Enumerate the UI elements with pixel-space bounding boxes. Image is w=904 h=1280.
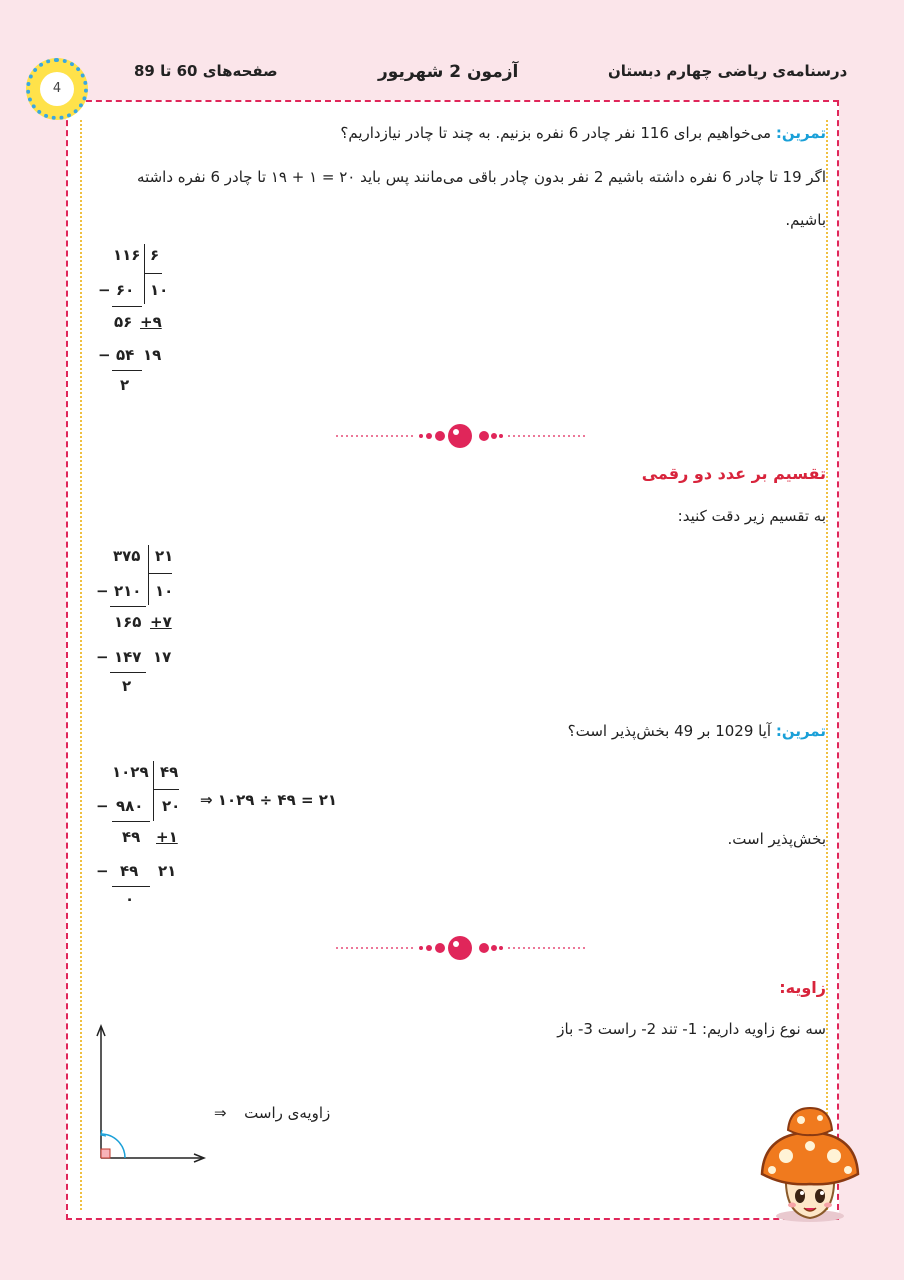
div1-qsum: ۱۹ xyxy=(143,346,162,364)
div1-q1: ۱۰ xyxy=(150,281,169,299)
div3-rem1: ۴۹ xyxy=(122,828,141,846)
div1-rem1: ۵۶ xyxy=(114,313,133,331)
div2-minus-2: − xyxy=(96,648,109,666)
div3-dividend: ۱۰۲۹ xyxy=(112,763,149,781)
mushroom-mascot-illustration xyxy=(756,1104,864,1226)
div3-bracket-horizontal xyxy=(153,789,179,790)
section-4-types: سه نوع زاویه داریم: 1- تند 2- راست 3- باز xyxy=(557,1020,826,1038)
div1-minus-1: − xyxy=(98,281,111,299)
div2-minus-1: − xyxy=(96,582,109,600)
div1-minus-2: − xyxy=(98,346,111,364)
exercise-3-label: تمرین: xyxy=(775,722,826,740)
div2-line-1 xyxy=(110,606,146,607)
div2-sub2: ۱۴۷ xyxy=(114,648,142,666)
right-angle-arrow: ⇒ xyxy=(214,1104,227,1122)
div3-result: ⇒ ۱۰۲۹ ÷ ۴۹ = ۲۱ xyxy=(200,791,338,809)
exercise-3-conclusion: بخش‌پذیر است. xyxy=(727,830,826,848)
div3-line-1 xyxy=(112,821,150,822)
section-divider-2 xyxy=(336,933,588,963)
div3-sub1: ۹۸۰ xyxy=(116,797,144,815)
div1-line-1 xyxy=(112,306,142,307)
div3-bracket-vertical xyxy=(153,761,154,821)
div2-line-2 xyxy=(110,672,146,673)
header-exam-title: آزمون 2 شهریور xyxy=(378,62,519,82)
div2-qsum: ۱۷ xyxy=(153,648,172,666)
page-number: 4 xyxy=(40,72,74,106)
div3-minus-2: − xyxy=(96,862,109,880)
right-angle-caption xyxy=(214,1104,330,1122)
div3-q2: +۱ xyxy=(156,828,178,846)
div1-bracket-vertical xyxy=(144,244,145,304)
section-4-heading: زاویه: xyxy=(779,978,826,997)
exercise-1-text: می‌خواهیم برای 116 نفر چادر 6 نفره بزنیم. به چند تا چادر نیازداریم؟ xyxy=(340,124,772,142)
div3-remainder: ۰ xyxy=(125,890,135,908)
right-angle-diagram xyxy=(92,1022,212,1170)
div1-sub1: ۶۰ xyxy=(116,281,135,299)
section-2-intro: به تقسیم زیر دقت کنید: xyxy=(677,507,826,525)
div2-bracket-horizontal xyxy=(148,573,172,574)
div1-remainder: ۲ xyxy=(120,376,130,394)
exercise-1-label: تمرین: xyxy=(775,124,826,142)
div1-sub2: ۵۴ xyxy=(116,346,135,364)
div2-divisor: ۲۱ xyxy=(155,547,174,565)
exercise-1-answer-line1: اگر 19 تا چادر 6 نفره داشته باشیم 2 نفر بدون چادر باقی می‌مانند پس باید ۲۰ = ۱ + ۱۹ تا چادر 6 نفره داشته xyxy=(137,168,826,186)
div2-q1: ۱۰ xyxy=(155,582,174,600)
div3-minus-1: − xyxy=(96,797,109,815)
exercise-3-text: آیا 1029 بر 49 بخش‌پذیر است؟ xyxy=(567,722,772,740)
frame-dotted-left xyxy=(80,120,82,1210)
header-pages: صفحه‌های 60 تا 89 xyxy=(134,62,278,80)
div1-dividend: ۱۱۶ xyxy=(113,246,141,264)
div2-sub1: ۲۱۰ xyxy=(114,582,142,600)
div1-bracket-horizontal xyxy=(144,273,162,274)
frame-dotted-right xyxy=(826,120,828,1210)
div1-line-2 xyxy=(112,370,142,371)
div1-q2: +۹ xyxy=(140,313,162,331)
section-divider-1 xyxy=(336,421,588,451)
exercise-1-answer-line2: باشیم. xyxy=(785,211,826,229)
exercise-1-question xyxy=(340,124,826,142)
div3-qsum: ۲۱ xyxy=(158,862,177,880)
div3-q1: ۲۰ xyxy=(162,797,181,815)
div3-line-2 xyxy=(112,886,150,887)
div1-divisor: ۶ xyxy=(150,246,160,264)
exercise-3-question xyxy=(568,722,826,740)
div2-remainder: ۲ xyxy=(122,677,132,695)
div2-q2: +۷ xyxy=(150,613,172,631)
div2-rem1: ۱۶۵ xyxy=(114,613,142,631)
div3-divisor: ۴۹ xyxy=(160,763,179,781)
page-number-badge xyxy=(26,58,88,120)
div2-dividend: ۳۷۵ xyxy=(113,547,141,565)
div2-bracket-vertical xyxy=(148,545,149,605)
section-2-heading: تقسیم بر عدد دو رقمی xyxy=(641,464,826,483)
right-angle-label: زاویه‌ی راست xyxy=(244,1104,331,1122)
header-book-title: درسنامه‌ی ریاضی چهارم دبستان xyxy=(608,62,848,80)
div3-sub2: ۴۹ xyxy=(120,862,139,880)
